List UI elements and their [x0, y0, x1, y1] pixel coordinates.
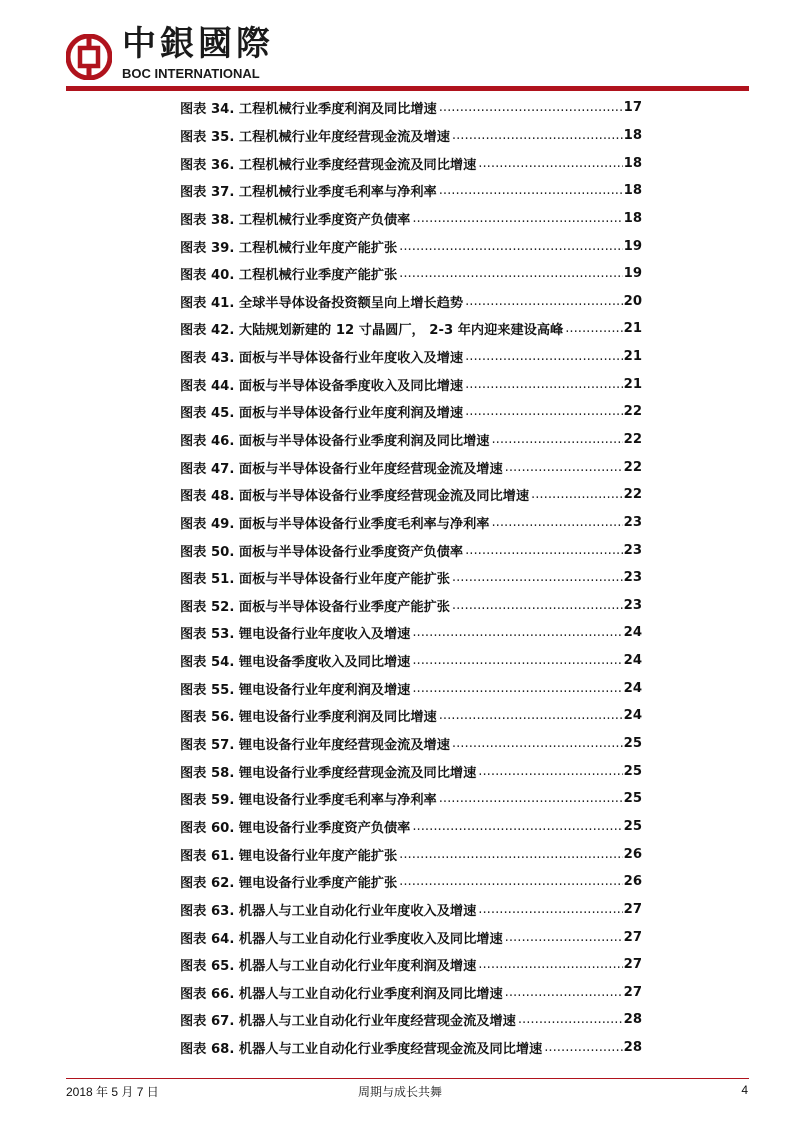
toc-leader-dots	[412, 681, 622, 696]
toc-entry-title: 图表 58. 锂电设备行业季度经营现金流及同比增速	[180, 765, 477, 781]
toc-leader-dots	[505, 985, 623, 1000]
toc-entry[interactable]	[180, 94, 642, 122]
toc-entry[interactable]	[180, 149, 642, 177]
toc-leader-dots	[399, 266, 622, 281]
toc-leader-dots	[399, 874, 622, 889]
logo-english-name: BOC INTERNATIONAL	[122, 66, 260, 81]
toc-entry[interactable]	[180, 840, 642, 868]
toc-entry-page: 23	[623, 597, 642, 613]
logo-chinese-name: 中銀國際	[122, 24, 274, 64]
toc-entry-title: 图表 37. 工程机械行业季度毛利率与净利率	[180, 185, 437, 201]
toc-entry-title: 图表 62. 锂电设备行业季度产能扩张	[180, 876, 398, 892]
toc-entry[interactable]	[180, 979, 642, 1007]
toc-entry-page: 28	[623, 1012, 642, 1028]
toc-leader-dots	[478, 902, 622, 917]
toc-entry-title: 图表 68. 机器人与工业自动化行业季度经营现金流及同比增速	[180, 1042, 543, 1058]
toc-entry-page: 17	[623, 100, 642, 116]
toc-leader-dots	[412, 653, 622, 668]
toc-entry-page: 22	[623, 432, 642, 447]
toc-entry-title: 图表 64. 机器人与工业自动化行业季度收入及同比增速	[180, 931, 503, 947]
toc-leader-dots	[465, 294, 623, 309]
toc-entry-title: 图表 47. 面板与半导体设备行业年度经营现金流及增速	[180, 461, 503, 477]
toc-entry-title: 图表 66. 机器人与工业自动化行业季度利润及同比增速	[180, 986, 503, 1002]
toc-entry[interactable]	[180, 426, 642, 454]
toc-entry-title: 图表 51. 面板与半导体设备行业年度产能扩张	[180, 572, 450, 588]
footer-page-number: 4	[741, 1083, 748, 1097]
toc-entry[interactable]	[180, 896, 642, 924]
toc-leader-dots	[412, 211, 622, 226]
toc-entry-title: 图表 67. 机器人与工业自动化行业年度经营现金流及增速	[180, 1014, 516, 1030]
toc-entry-page: 27	[623, 984, 642, 1000]
toc-entry-title: 图表 44. 面板与半导体设备季度收入及同比增速	[180, 378, 464, 394]
toc-entry-title: 图表 55. 锂电设备行业年度利润及增速	[180, 682, 411, 698]
toc-entry-page: 27	[623, 957, 642, 973]
toc-entry-title: 图表 36. 工程机械行业季度经营现金流及同比增速	[180, 157, 477, 173]
toc-entry-page: 20	[623, 293, 642, 309]
toc-entry-title: 图表 63. 机器人与工业自动化行业年度收入及增速	[180, 903, 477, 919]
toc-entry[interactable]	[180, 702, 642, 730]
toc-leader-dots	[544, 1040, 622, 1055]
toc-entry[interactable]	[180, 260, 642, 288]
toc-leader-dots	[465, 543, 623, 558]
toc-entry[interactable]	[180, 1006, 642, 1034]
toc-entry-title: 图表 35. 工程机械行业年度经营现金流及增速	[180, 129, 450, 145]
toc-entry[interactable]	[180, 647, 642, 675]
toc-entry[interactable]	[180, 343, 642, 371]
toc-entry-title: 图表 52. 面板与半导体设备行业季度产能扩张	[180, 599, 450, 615]
toc-entry-page: 24	[623, 708, 642, 724]
toc-leader-dots	[412, 819, 622, 834]
toc-entry-page: 25	[623, 736, 642, 752]
toc-leader-dots	[452, 736, 623, 751]
toc-entry-title: 图表 42. 大陆规划新建的 12 寸晶圆厂， 2-3 年内迎来建设高峰	[180, 323, 564, 339]
toc-entry-page: 22	[623, 487, 642, 503]
toc-entry-page: 23	[623, 542, 642, 558]
toc-entry-page: 24	[623, 653, 642, 669]
toc-entry-title: 图表 56. 锂电设备行业季度利润及同比增速	[180, 710, 437, 726]
toc-entry-title: 图表 57. 锂电设备行业年度经营现金流及增速	[180, 738, 450, 754]
toc-leader-dots	[505, 930, 623, 945]
toc-leader-dots	[518, 1012, 623, 1027]
toc-entry-title: 图表 43. 面板与半导体设备行业年度收入及增速	[180, 351, 464, 367]
toc-entry-title: 图表 38. 工程机械行业季度资产负债率	[180, 212, 411, 228]
toc-leader-dots	[439, 100, 623, 115]
toc-entry[interactable]	[180, 757, 642, 785]
toc-entry[interactable]	[180, 813, 642, 841]
footer-divider	[66, 1078, 749, 1079]
toc-leader-dots	[478, 156, 622, 171]
toc-entry-page: 18	[623, 127, 642, 143]
toc-entry[interactable]	[180, 205, 642, 233]
toc-entry-page: 19	[623, 238, 642, 254]
toc-leader-dots	[452, 570, 623, 585]
toc-entry[interactable]	[180, 232, 642, 260]
toc-entry[interactable]	[180, 287, 642, 315]
toc-entry[interactable]	[180, 1034, 642, 1062]
toc-entry-page: 18	[623, 210, 642, 226]
toc-entry-title: 图表 34. 工程机械行业季度利润及同比增速	[180, 102, 437, 118]
toc-leader-dots	[452, 128, 623, 143]
toc-entry[interactable]	[180, 509, 642, 537]
toc-entry-title: 图表 49. 面板与半导体设备行业季度毛利率与净利率	[180, 516, 490, 532]
toc-entry-title: 图表 59. 锂电设备行业季度毛利率与净利率	[180, 793, 437, 809]
header-divider	[66, 86, 749, 91]
toc-entry-page: 28	[623, 1040, 642, 1056]
toc-entry-page: 25	[623, 791, 642, 807]
toc-leader-dots	[439, 791, 623, 806]
toc-leader-dots	[399, 239, 622, 254]
toc-entry-page: 21	[623, 321, 642, 337]
toc-entry-page: 27	[623, 901, 642, 917]
toc-entry-title: 图表 60. 锂电设备行业季度资产负债率	[180, 820, 411, 836]
toc-leader-dots	[452, 598, 623, 613]
toc-leader-dots	[465, 377, 623, 392]
toc-entry[interactable]	[180, 370, 642, 398]
toc-entry-title: 图表 46. 面板与半导体设备行业季度利润及同比增速	[180, 434, 490, 449]
boc-logo-icon	[66, 34, 112, 80]
toc-entry-page: 22	[623, 404, 642, 420]
toc-entry-page: 25	[623, 763, 642, 779]
toc-leader-dots	[399, 847, 622, 862]
toc-entry[interactable]	[180, 923, 642, 951]
toc-entry-page: 18	[623, 183, 642, 199]
toc-entry-page: 23	[623, 514, 642, 530]
footer-date: 2018 年 5 月 7 日	[66, 1085, 159, 1099]
page-header	[0, 0, 800, 95]
toc-entry-page: 21	[623, 349, 642, 365]
toc-entry[interactable]	[180, 730, 642, 758]
toc-entry-title: 图表 48. 面板与半导体设备行业季度经营现金流及同比增速	[180, 489, 530, 505]
toc-entry[interactable]	[180, 453, 642, 481]
toc-entry-page: 25	[623, 818, 642, 834]
toc-entry-title: 图表 61. 锂电设备行业年度产能扩张	[180, 848, 398, 864]
toc-entry[interactable]	[180, 398, 642, 426]
toc-entry[interactable]	[180, 868, 642, 896]
toc-entry-page: 18	[623, 155, 642, 171]
toc-entry-page: 24	[623, 625, 642, 641]
toc-entry[interactable]	[180, 481, 642, 509]
toc-entry-title: 图表 39. 工程机械行业年度产能扩张	[180, 240, 398, 256]
toc-entry-page: 22	[623, 459, 642, 475]
toc-leader-dots	[465, 349, 623, 364]
toc-entry-title: 图表 65. 机器人与工业自动化行业年度利润及增速	[180, 959, 477, 975]
toc-entry-title: 图表 41. 全球半导体设备投资额呈向上增长趋势	[180, 295, 464, 311]
toc-entry[interactable]	[180, 951, 642, 979]
toc-leader-dots	[531, 487, 623, 502]
toc-entry-title: 图表 54. 锂电设备季度收入及同比增速	[180, 655, 411, 671]
toc-entry-page: 19	[623, 266, 642, 282]
toc-entry-page: 26	[623, 874, 642, 890]
toc-leader-dots	[491, 432, 622, 447]
toc-entry-page: 21	[623, 376, 642, 392]
toc-leader-dots	[439, 708, 623, 723]
toc-entry-title: 图表 50. 面板与半导体设备行业季度资产负债率	[180, 544, 464, 560]
toc-entry[interactable]	[180, 536, 642, 564]
toc-entry-title: 图表 40. 工程机械行业季度产能扩张	[180, 268, 398, 284]
toc-entry[interactable]	[180, 674, 642, 702]
toc-entry[interactable]	[180, 122, 642, 150]
toc-entry[interactable]	[180, 592, 642, 620]
toc-leader-dots	[491, 515, 622, 530]
toc-leader-dots	[412, 625, 622, 640]
toc-leader-dots	[439, 183, 623, 198]
toc-entry-page: 27	[623, 929, 642, 945]
toc-entry-page: 23	[623, 570, 642, 586]
toc-leader-dots	[465, 404, 623, 419]
footer-report-title: 周期与成长共舞	[357, 1085, 442, 1099]
toc-leader-dots	[565, 321, 622, 336]
toc-leader-dots	[478, 957, 622, 972]
toc-entry[interactable]	[180, 177, 642, 205]
toc-entry[interactable]	[180, 785, 642, 813]
toc-entry[interactable]	[180, 315, 642, 343]
toc-entry-page: 26	[623, 846, 642, 862]
toc-entry-title: 图表 53. 锂电设备行业年度收入及增速	[180, 627, 411, 643]
toc-entry[interactable]	[180, 564, 642, 592]
toc-entry[interactable]	[180, 619, 642, 647]
toc-leader-dots	[478, 764, 622, 779]
toc-leader-dots	[505, 460, 623, 475]
toc-entry-page: 24	[623, 680, 642, 696]
table-of-figures	[180, 94, 642, 1061]
toc-entry-title: 图表 45. 面板与半导体设备行业年度利润及增速	[180, 406, 464, 422]
